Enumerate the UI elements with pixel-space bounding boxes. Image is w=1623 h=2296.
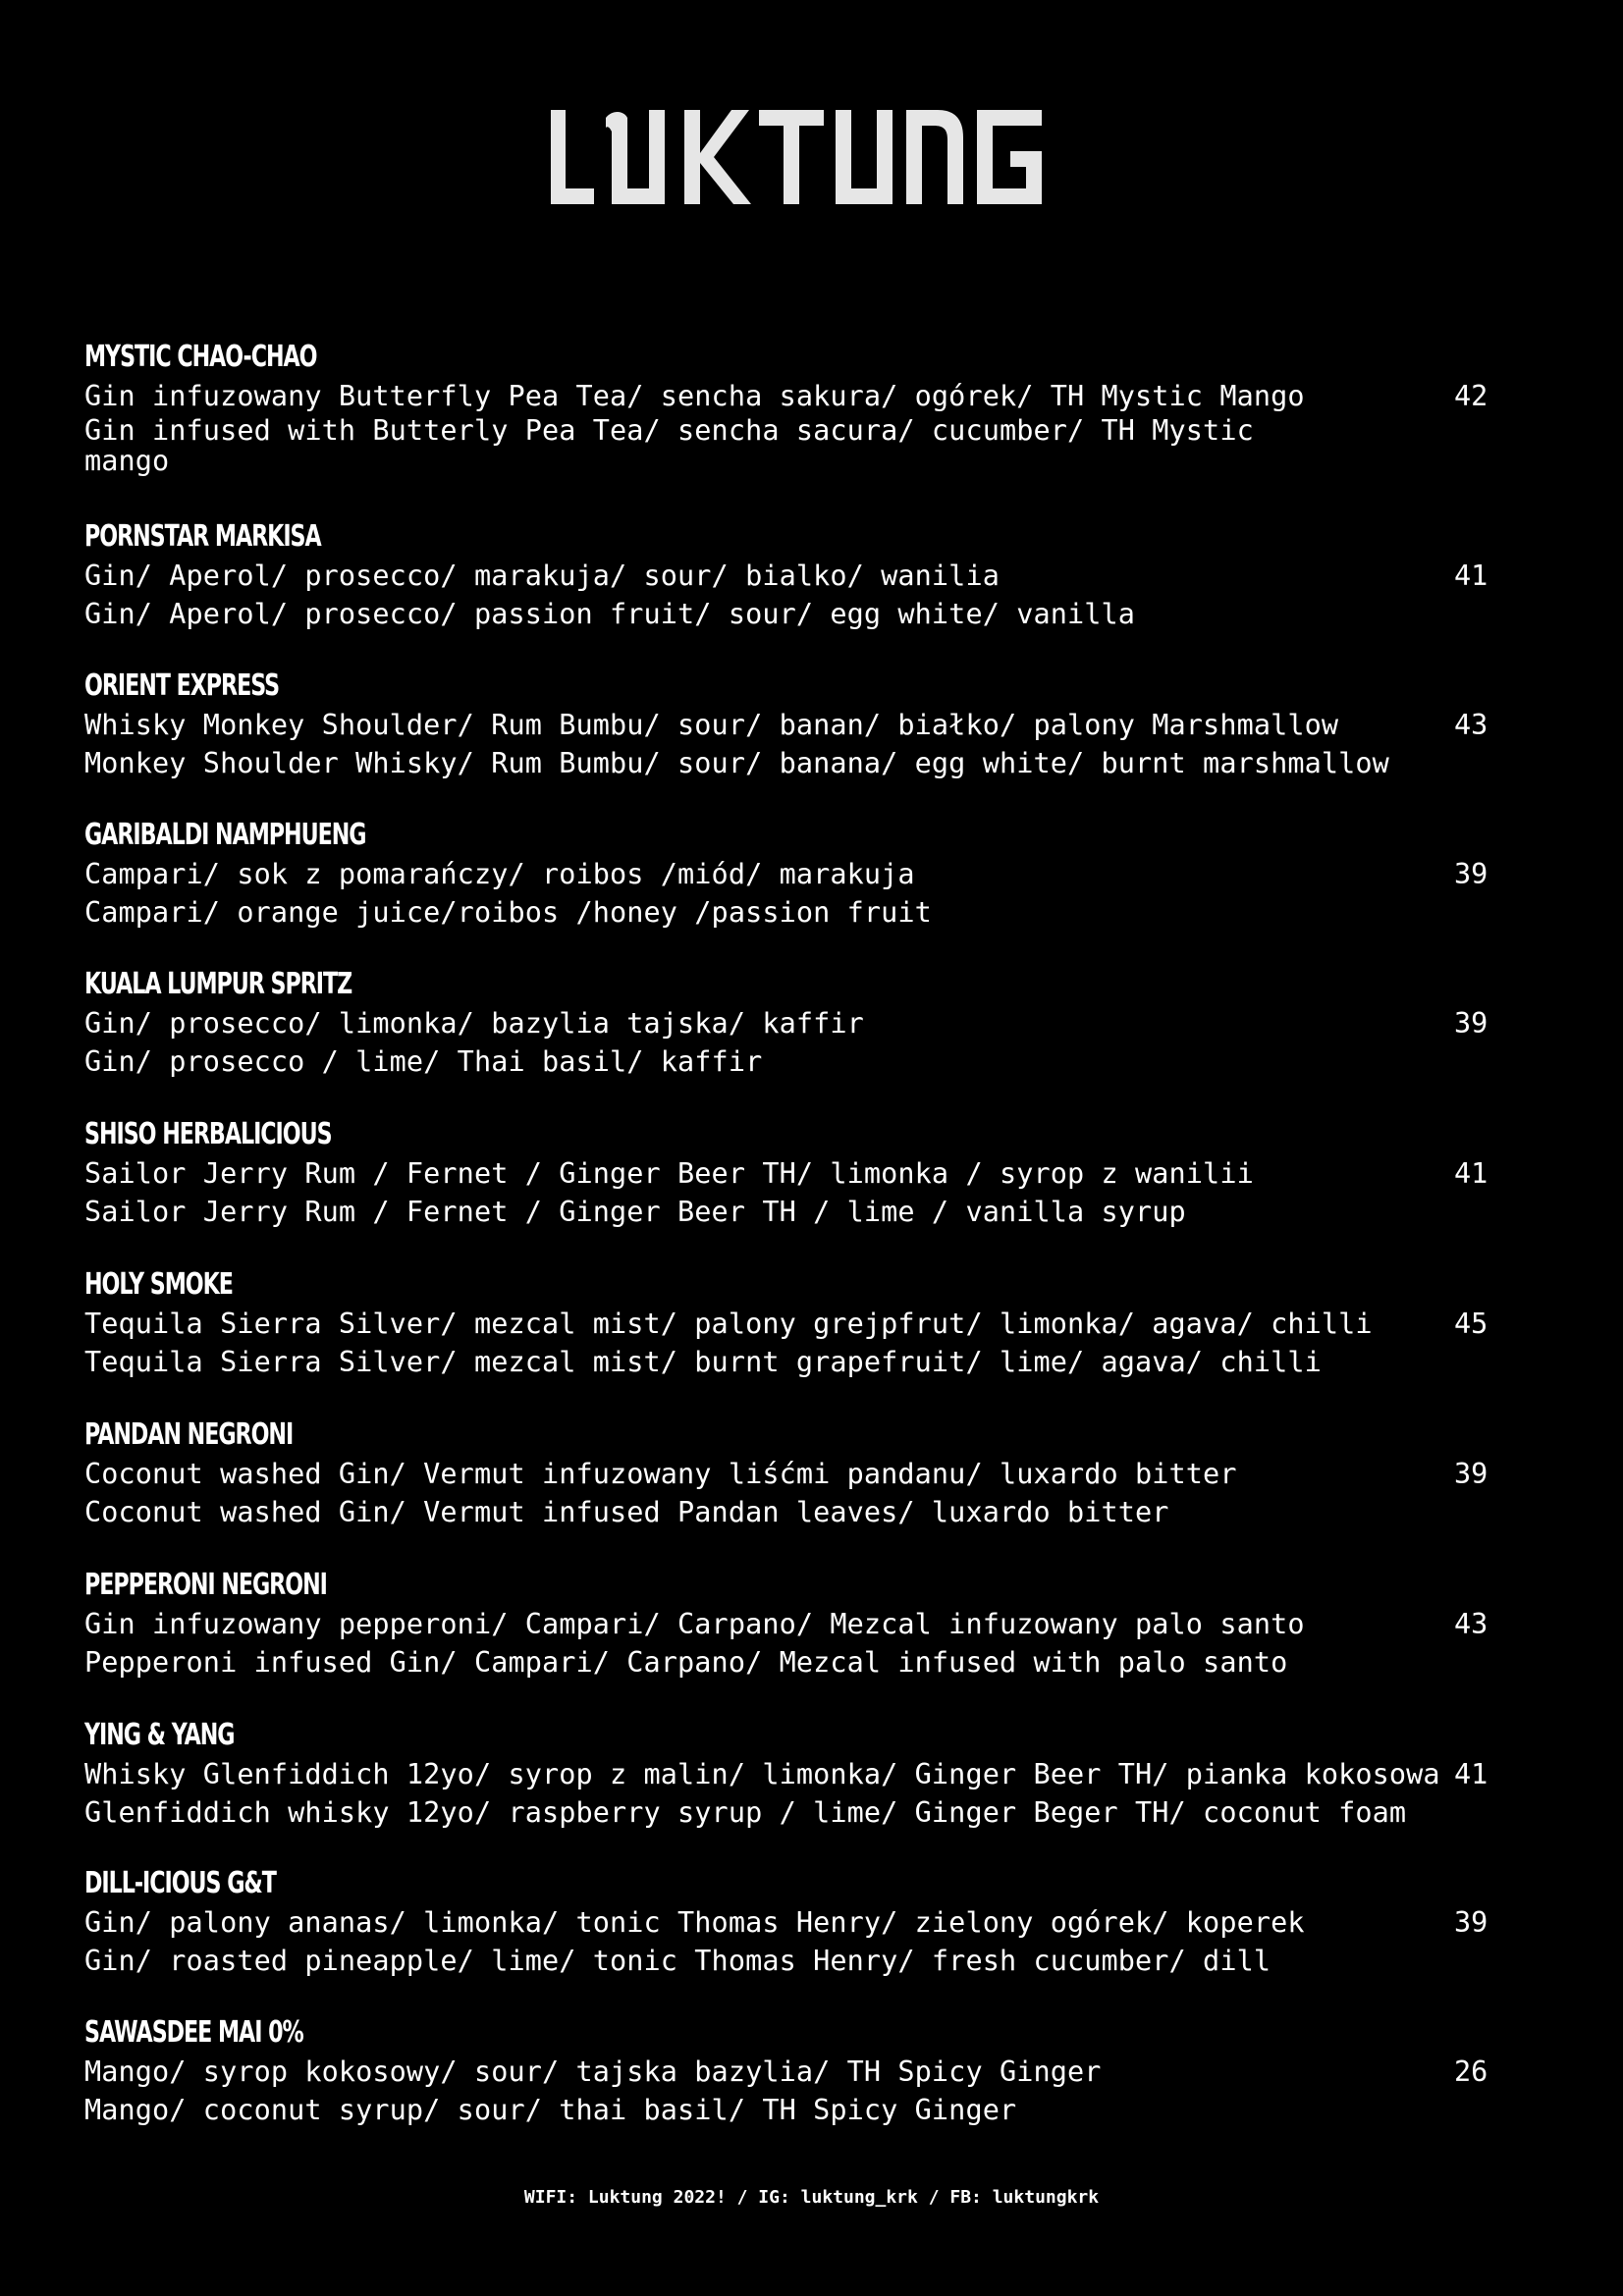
description-polish: Gin infuzowany pepperoni/ Campari/ Carpano/ Mezcal infuzowany palo santo (84, 1608, 1305, 1640)
description-english: Monkey Shoulder Whisky/ Rum Bumbu/ sour/ banana/ egg white/ burnt marshmallow (84, 747, 1389, 779)
item-price: 39 (1454, 1906, 1488, 1939)
description-polish: Whisky Monkey Shoulder/ Rum Bumbu/ sour/ banan/ białko/ palony Marshmallow (84, 709, 1339, 741)
item-description (84, 1154, 1430, 1231)
item-name: KUALA LUMPUR SPRITZ (84, 967, 352, 1001)
logo-wordmark (551, 110, 1071, 204)
description-english: Gin/ roasted pineapple/ lime/ tonic Thomas Henry/ fresh cucumber/ dill (84, 1945, 1271, 1977)
item-row (84, 1455, 1538, 1531)
description-polish: Gin/ palony ananas/ limonka/ tonic Thomas Henry/ zielony ogórek/ koperek (84, 1906, 1305, 1939)
menu-item (84, 965, 1538, 1115)
description-english: Coconut washed Gin/ Vermut infused Pandan leaves/ luxardo bitter (84, 1496, 1169, 1528)
item-name: DILL-ICIOUS G&T (84, 1866, 276, 1900)
item-price: 43 (1454, 1608, 1488, 1640)
description-english: Sailor Jerry Rum / Fernet / Ginger Beer TH / lime / vanilla syrup (84, 1196, 1186, 1228)
description-english: Gin infused with Butterly Pea Tea/ sencha sacura/ cucumber/ TH Mystic mango (84, 414, 1254, 477)
description-english: Gin/ Aperol/ prosecco/ passion fruit/ sour/ egg white/ vanilla (84, 598, 1136, 630)
item-row (84, 1605, 1538, 1682)
cocktail-menu (84, 338, 1538, 2151)
item-description (84, 1004, 1430, 1081)
item-row (84, 1004, 1538, 1081)
item-price: 41 (1454, 1157, 1488, 1190)
description-polish: Gin infuzowany Butterfly Pea Tea/ sencha sakura/ ogórek/ TH Mystic Mango (84, 380, 1305, 412)
item-name: PORNSTAR MARKISA (84, 519, 321, 554)
item-name: ORIENT EXPRESS (84, 668, 280, 703)
description-polish: Coconut washed Gin/ Vermut infuzowany liśćmi pandanu/ luxardo bitter (84, 1458, 1237, 1490)
item-row (84, 1305, 1538, 1381)
item-description (84, 1305, 1430, 1381)
item-price: 39 (1454, 1458, 1488, 1490)
description-polish: Mango/ syrop kokosowy/ sour/ tajska bazylia/ TH Spicy Ginger (84, 2056, 1102, 2088)
menu-item (84, 1716, 1538, 1864)
item-description (84, 1605, 1430, 1682)
description-english: Gin/ prosecco / lime/ Thai basil/ kaffir (84, 1045, 763, 1078)
item-description (84, 1903, 1430, 1980)
menu-item (84, 517, 1538, 667)
description-polish: Gin/ prosecco/ limonka/ bazylia tajska/ kaffir (84, 1007, 864, 1040)
item-price: 39 (1454, 1007, 1488, 1040)
description-polish: Whisky Glenfiddich 12yo/ syrop z malin/ limonka/ Ginger Beer TH/ pianka kokosowa (84, 1758, 1440, 1790)
item-description (84, 706, 1430, 782)
menu-item (84, 816, 1538, 965)
description-english: Mango/ coconut syrup/ sour/ thai basil/ TH Spicy Ginger (84, 2094, 1017, 2126)
description-polish: Tequila Sierra Silver/ mezcal mist/ palony grejpfrut/ limonka/ agava/ chilli (84, 1308, 1373, 1340)
item-price: 41 (1454, 1758, 1488, 1790)
description-polish: Sailor Jerry Rum / Fernet / Ginger Beer TH/ limonka / syrop z wanilii (84, 1157, 1254, 1190)
item-row (84, 1903, 1538, 1980)
item-description (84, 1455, 1430, 1531)
item-row (84, 1755, 1538, 1832)
item-price: 39 (1454, 858, 1488, 890)
description-english: Glenfiddich whisky 12yo/ raspberry syrup / lime/ Ginger Beger TH/ coconut foam (84, 1796, 1407, 1829)
item-name: HOLY SMOKE (84, 1267, 233, 1302)
item-description (84, 855, 1430, 932)
item-price: 26 (1454, 2056, 1488, 2088)
item-row (84, 855, 1538, 932)
item-name: PANDAN NEGRONI (84, 1417, 294, 1452)
item-row (84, 1154, 1538, 1231)
menu-item (84, 338, 1538, 517)
menu-item (84, 1115, 1538, 1265)
item-description (84, 557, 1430, 633)
item-price: 45 (1454, 1308, 1488, 1340)
description-polish: Campari/ sok z pomarańczy/ roibos /miód/ marakuja (84, 858, 915, 890)
item-description (84, 1755, 1440, 1832)
item-name: SAWASDEE MAI 0% (84, 2015, 303, 2050)
description-english: Campari/ orange juice/roibos /honey /passion fruit (84, 896, 932, 929)
menu-item (84, 1864, 1538, 2013)
item-description (84, 377, 1430, 476)
item-name: MYSTIC CHAO-CHAO (84, 340, 317, 374)
item-price: 43 (1454, 709, 1488, 741)
description-english: Pepperoni infused Gin/ Campari/ Carpano/ Mezcal infused with palo santo (84, 1646, 1288, 1679)
item-row (84, 706, 1538, 782)
item-name: YING & YANG (84, 1718, 235, 1752)
item-name: GARIBALDI NAMPHUENG (84, 818, 366, 852)
footer-contact-info: WIFI: Luktung 2022! / IG: luktung_krk / FB: luktungkrk (523, 2187, 1100, 2208)
brand-logo (551, 110, 1071, 204)
item-row (84, 377, 1538, 476)
menu-item (84, 667, 1538, 816)
item-row (84, 2053, 1538, 2129)
item-price: 41 (1454, 560, 1488, 592)
item-description (84, 2053, 1430, 2129)
menu-item (84, 1566, 1538, 1716)
description-english: Tequila Sierra Silver/ mezcal mist/ burnt grapefruit/ lime/ agava/ chilli (84, 1346, 1322, 1378)
menu-item (84, 2013, 1538, 2151)
menu-item (84, 1265, 1538, 1415)
item-row (84, 557, 1538, 633)
description-polish: Gin/ Aperol/ prosecco/ marakuja/ sour/ bialko/ wanilia (84, 560, 1000, 592)
menu-item (84, 1415, 1538, 1566)
item-price: 42 (1454, 380, 1488, 412)
item-name: PEPPERONI NEGRONI (84, 1568, 327, 1602)
item-name: SHISO HERBALICIOUS (84, 1117, 332, 1151)
